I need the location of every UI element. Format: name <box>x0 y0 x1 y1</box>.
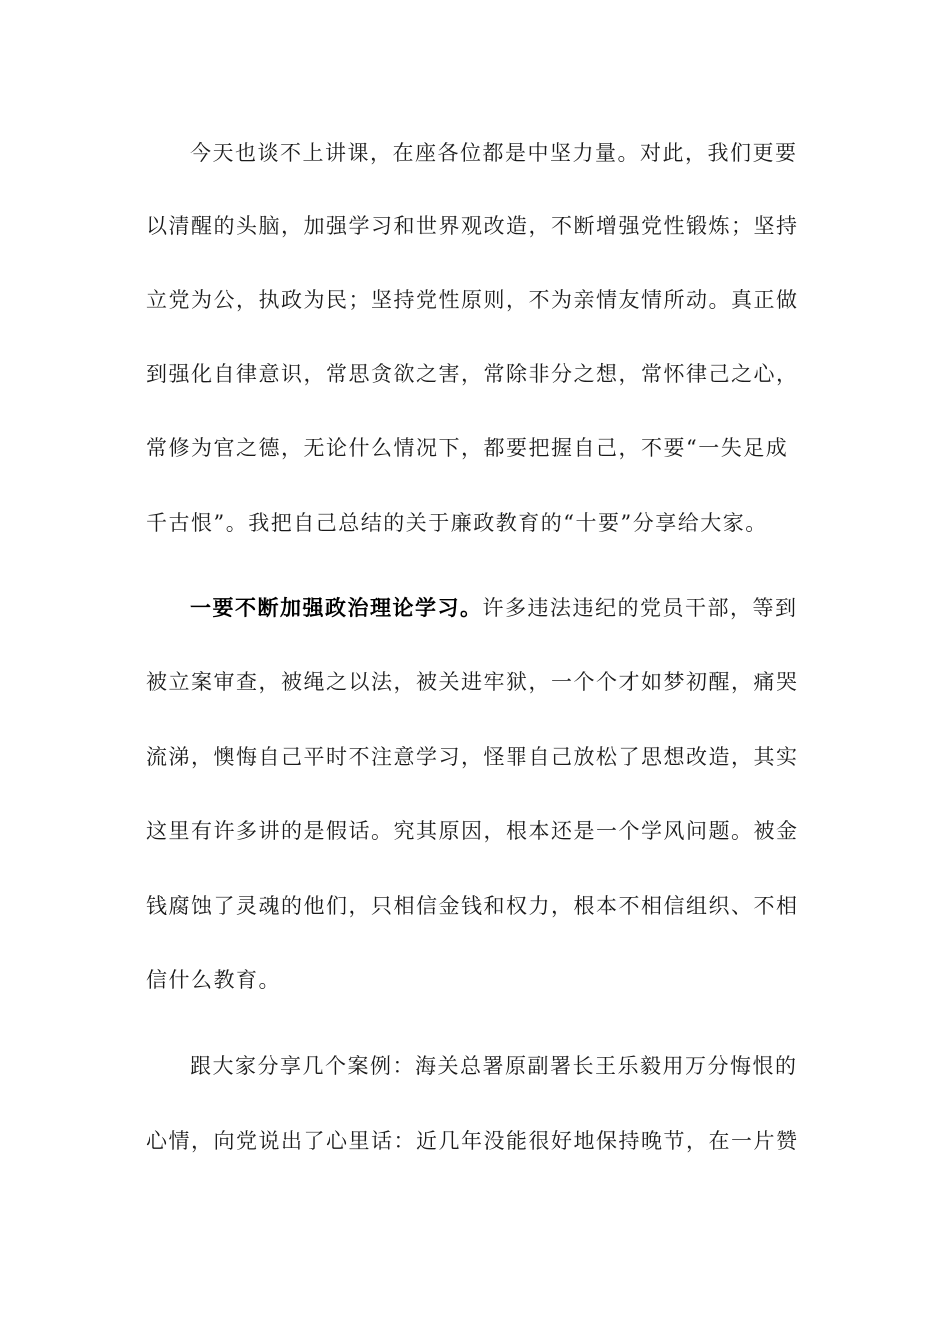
paragraph-3-line-1: 跟大家分享几个案例：海关总署原副署长王乐毅用万分悔恨的 <box>190 1054 798 1078</box>
paragraph-2-line-1-text: 许多违法违纪的党员干部，等到 <box>482 596 798 620</box>
paragraph-2-line-1 <box>190 594 806 622</box>
paragraph-1-line-2: 以清醒的头脑，加强学习和世界观改造，不断增强党性锻炼；坚持 <box>146 214 799 238</box>
paragraph-1-line-4: 到强化自律意识，常思贪欲之害，常除非分之想，常怀律己之心， <box>146 362 799 386</box>
paragraph-1-line-3: 立党为公，执政为民；坚持党性原则，不为亲情友情所动。真正做 <box>146 288 799 312</box>
paragraph-2-line-2: 被立案审查，被绳之以法，被关进牢狱，一个个才如梦初醒，痛哭 <box>146 670 799 694</box>
paragraph-2-line-6: 信什么教育。 <box>146 968 281 992</box>
paragraph-1-line-1: 今天也谈不上讲课，在座各位都是中坚力量。对此，我们更要 <box>190 141 798 165</box>
paragraph-3-line-2: 心情，向党说出了心里话：近几年没能很好地保持晚节，在一片赞 <box>146 1129 799 1153</box>
paragraph-2-line-4: 这里有许多讲的是假话。究其原因，根本还是一个学风问题。被金 <box>146 819 799 843</box>
paragraph-1-line-6: 千古恨”。我把自己总结的关于廉政教育的“十要”分享给大家。 <box>146 511 768 535</box>
paragraph-1-line-5: 常修为官之德，无论什么情况下，都要把握自己，不要“一失足成 <box>146 436 789 460</box>
paragraph-2-line-3: 流涕，懊悔自己平时不注意学习，怪罪自己放松了思想改造，其实 <box>146 745 799 769</box>
section-heading: 一要不断加强政治理论学习。 <box>190 595 483 620</box>
paragraph-2-line-5: 钱腐蚀了灵魂的他们，只相信金钱和权力，根本不相信组织、不相 <box>146 894 799 918</box>
